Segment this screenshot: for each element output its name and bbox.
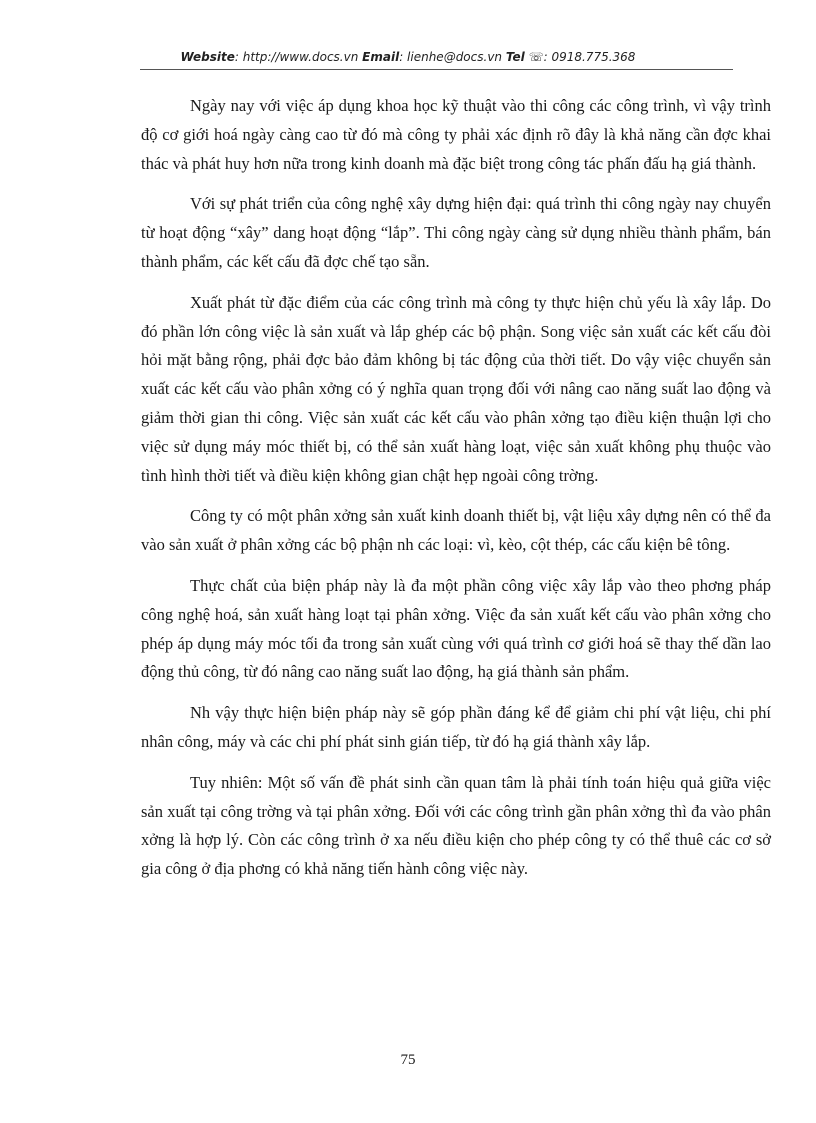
page-body <box>141 92 771 896</box>
tel-label: Tel <box>505 50 525 64</box>
paragraph-6: Nh vậy thực hiện biện pháp này sẽ góp phần đáng kể để giảm chi phí vật liệu, chi phí nhân công, máy và các chi phí phát sinh gián tiếp, từ đó hạ giá thành xây lắp. <box>141 703 771 751</box>
header-divider <box>140 69 733 70</box>
website-value: : http://www.docs.vn <box>234 50 359 64</box>
page-number: 75 <box>400 1052 416 1068</box>
paragraph-5: Thực chất của biện pháp này là đa một phần công việc xây lắp vào theo phơng pháp công nghệ hoá, sản xuất hàng loạt tại phân xởng. Việc đa sản xuất kết cấu vào phân xởng cho phép áp dụng máy móc tối đa trong sản xuất cùng với quá trình cơ giới hoá sẽ thay thế dần lao động thủ công, từ đó nâng cao năng suất lao động, hạ giá thành sản phẩm. <box>141 575 771 682</box>
paragraph-4: Công ty có một phân xởng sản xuất kinh doanh thiết bị, vật liệu xây dựng nên có thể đa vào sản xuất ở phân xởng các bộ phận nh các loại: vì, kèo, cột thép, các cấu kiện bê tông. <box>141 506 771 555</box>
phone-icon: ☏ <box>528 50 544 64</box>
email-label: Email <box>362 50 400 64</box>
paragraph-1: Ngày nay với việc áp dụng khoa học kỹ thuật vào thi công các công trình, vì vậy trình độ cơ giới hoá ngày càng cao từ đó mà công ty phải xác định rõ đây là khả năng cần đợc khai thác và phát huy hơn nữa trong kinh doanh mà đặc biệt trong công tác phấn đấu hạ giá thành. <box>141 96 771 173</box>
page-header <box>0 50 816 64</box>
website-label: Website <box>180 50 235 64</box>
email-value: : lienhe@docs.vn <box>399 50 503 64</box>
paragraph-7: Tuy nhiên: Một số vấn đề phát sinh cần quan tâm là phải tính toán hiệu quả giữa việc sản xuất tại công trờng và tại phân xởng. Đối với các công trình gần phân xởng thì đa vào phân xởng là hợp lý. Còn các công trình ở xa nếu điều kiện cho phép công ty có thể thuê các cơ sở gia công ở địa phơng có khả năng tiến hành công việc này. <box>141 772 771 879</box>
paragraph-3: Xuất phát từ đặc điểm của các công trình mà công ty thực hiện chủ yếu là xây lắp. Do đó phần lớn công việc là sản xuất và lắp ghép các bộ phận. Song việc sản xuất các kết cấu đòi hỏi mặt bằng rộng, phải đợc bảo đảm không bị tác động của thời tiết. Do vậy việc chuyển sản xuất các kết cấu vào phân xởng có ý nghĩa quan trọng đối với nâng cao năng suất lao động và giảm thời gian thi công. Việc sản xuất các kết cấu vào phân xởng tạo điều kiện thuận lợi cho việc sử dụng máy móc thiết bị, có thể sản xuất hàng loạt, việc sản xuất không phụ thuộc vào tình hình thời tiết và điều kiện không gian chật hẹp ngoài công trờng. <box>141 292 771 485</box>
tel-value: : 0918.775.368 <box>543 50 636 64</box>
paragraph-2: Với sự phát triển của công nghệ xây dựng hiện đại: quá trình thi công ngày nay chuyển từ hoạt động “xây” dang hoạt động “lắp”. Thi công ngày càng sử dụng nhiều thành phẩm, bán thành phẩm, các kết cấu đã đợc chế tạo sẵn. <box>141 194 771 271</box>
